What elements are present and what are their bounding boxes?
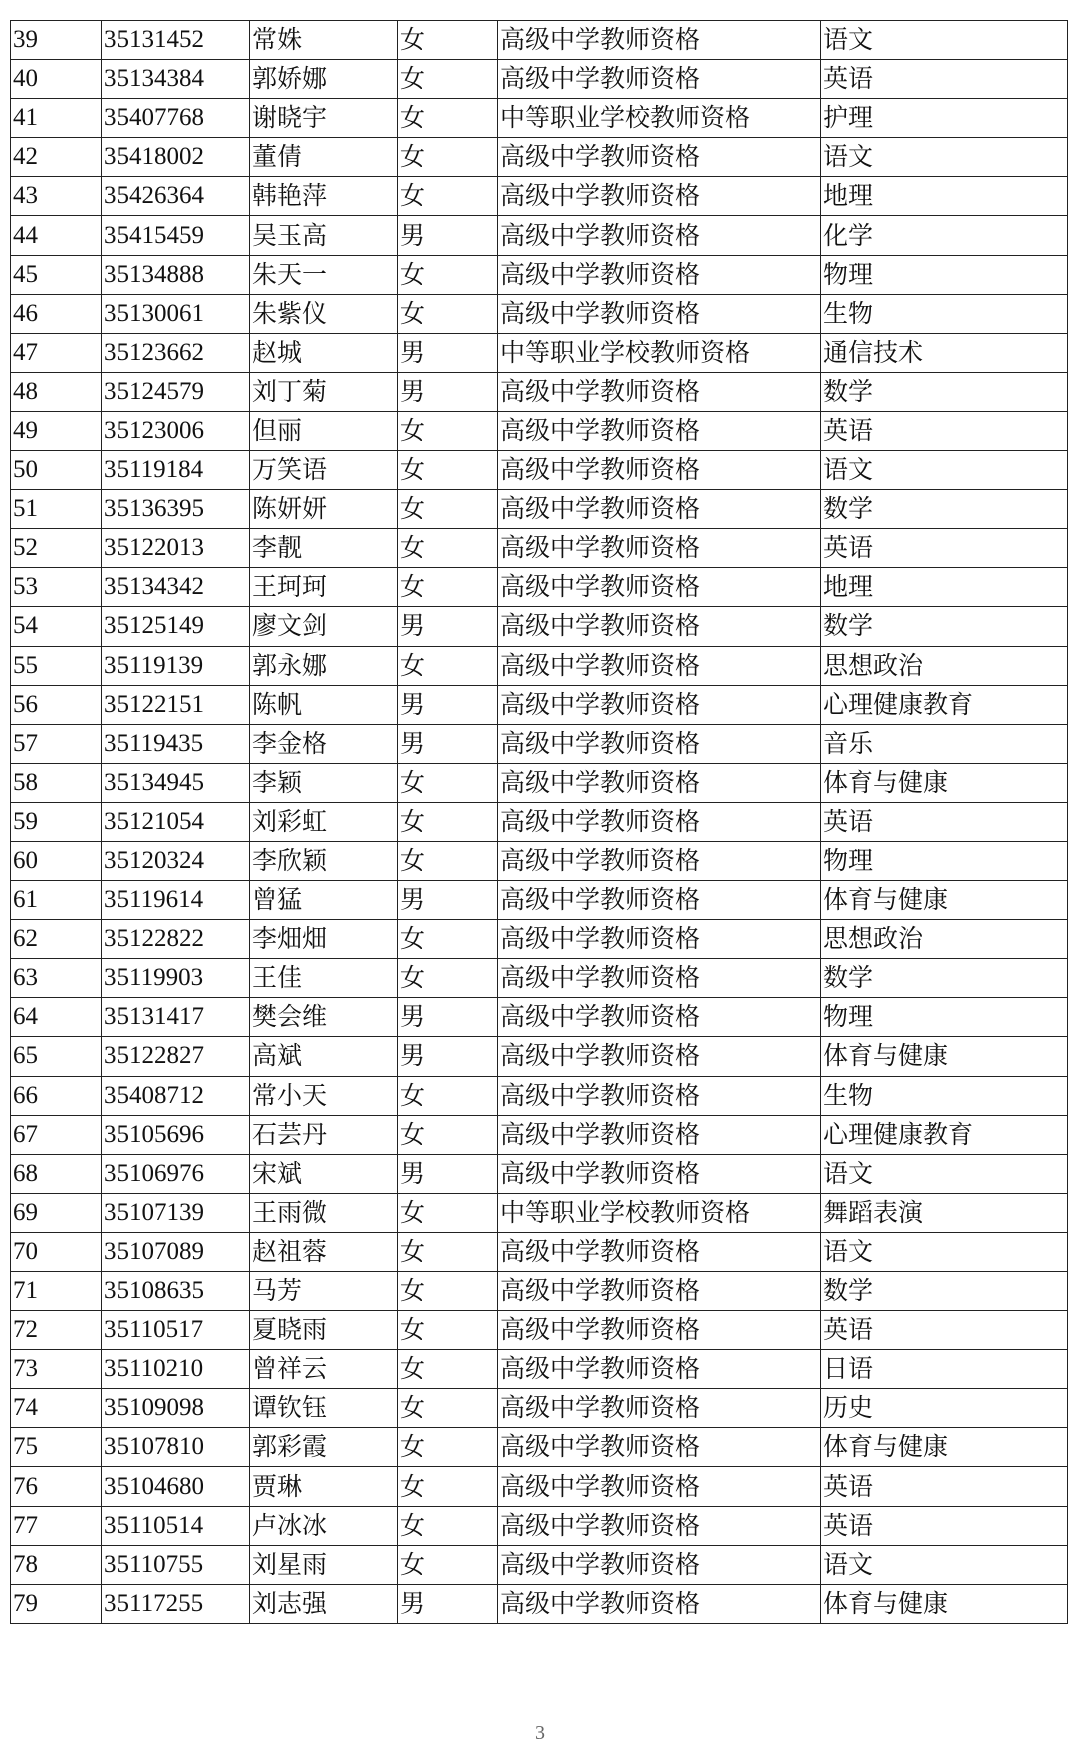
row-index-cell: 65 (11, 1037, 102, 1076)
table-row (11, 529, 1068, 568)
table-row (11, 451, 1068, 490)
gender-cell: 女 (398, 1272, 498, 1311)
subject-cell: 英语 (821, 411, 1068, 450)
gender-cell: 女 (398, 255, 498, 294)
qualification-cell: 高级中学教师资格 (498, 841, 821, 880)
row-index-cell: 67 (11, 1115, 102, 1154)
row-index-cell: 55 (11, 646, 102, 685)
gender-cell: 女 (398, 1428, 498, 1467)
table-row (11, 841, 1068, 880)
candidate-number-cell: 35418002 (102, 138, 250, 177)
subject-cell: 英语 (821, 60, 1068, 99)
qualification-cell: 高级中学教师资格 (498, 1545, 821, 1584)
qualification-cell: 高级中学教师资格 (498, 1389, 821, 1428)
row-index-cell: 63 (11, 959, 102, 998)
candidate-number-cell: 35136395 (102, 490, 250, 529)
gender-cell: 女 (398, 802, 498, 841)
subject-cell: 体育与健康 (821, 1584, 1068, 1623)
gender-cell: 女 (398, 1389, 498, 1428)
subject-cell: 地理 (821, 177, 1068, 216)
subject-cell: 语文 (821, 451, 1068, 490)
subject-cell: 数学 (821, 959, 1068, 998)
qualification-cell: 高级中学教师资格 (498, 21, 821, 60)
table-row (11, 1467, 1068, 1506)
subject-cell: 物理 (821, 255, 1068, 294)
name-cell: 朱紫仪 (250, 294, 398, 333)
name-cell: 常姝 (250, 21, 398, 60)
row-index-cell: 47 (11, 333, 102, 372)
qualification-cell: 高级中学教师资格 (498, 255, 821, 294)
candidate-number-cell: 35119184 (102, 451, 250, 490)
table-row (11, 1076, 1068, 1115)
qualification-cell: 高级中学教师资格 (498, 1311, 821, 1350)
subject-cell: 数学 (821, 490, 1068, 529)
gender-cell: 男 (398, 216, 498, 255)
name-cell: 石芸丹 (250, 1115, 398, 1154)
qualification-cell: 高级中学教师资格 (498, 60, 821, 99)
qualification-cell: 高级中学教师资格 (498, 1584, 821, 1623)
table-row (11, 411, 1068, 450)
subject-cell: 化学 (821, 216, 1068, 255)
gender-cell: 男 (398, 1154, 498, 1193)
table-row (11, 959, 1068, 998)
name-cell: 郭彩霞 (250, 1428, 398, 1467)
qualification-cell: 高级中学教师资格 (498, 1076, 821, 1115)
gender-cell: 男 (398, 607, 498, 646)
qualification-cell: 高级中学教师资格 (498, 881, 821, 920)
subject-cell: 思想政治 (821, 646, 1068, 685)
gender-cell: 男 (398, 998, 498, 1037)
name-cell: 高斌 (250, 1037, 398, 1076)
subject-cell: 英语 (821, 1467, 1068, 1506)
qualification-cell: 高级中学教师资格 (498, 959, 821, 998)
qualification-cell: 高级中学教师资格 (498, 1350, 821, 1389)
qualification-cell: 高级中学教师资格 (498, 607, 821, 646)
name-cell: 郭永娜 (250, 646, 398, 685)
table-row (11, 138, 1068, 177)
subject-cell: 英语 (821, 1506, 1068, 1545)
table-row (11, 177, 1068, 216)
name-cell: 常小天 (250, 1076, 398, 1115)
row-index-cell: 53 (11, 568, 102, 607)
gender-cell: 女 (398, 1232, 498, 1271)
candidate-number-cell: 35134342 (102, 568, 250, 607)
table-row (11, 294, 1068, 333)
name-cell: 李畑畑 (250, 920, 398, 959)
subject-cell: 护理 (821, 99, 1068, 138)
name-cell: 李颖 (250, 763, 398, 802)
table-row (11, 1545, 1068, 1584)
subject-cell: 体育与健康 (821, 1037, 1068, 1076)
candidate-number-cell: 35123006 (102, 411, 250, 450)
document-page (10, 20, 1068, 1624)
name-cell: 陈帆 (250, 685, 398, 724)
row-index-cell: 69 (11, 1193, 102, 1232)
candidate-number-cell: 35104680 (102, 1467, 250, 1506)
name-cell: 刘志强 (250, 1584, 398, 1623)
table-row (11, 607, 1068, 646)
candidate-number-cell: 35106976 (102, 1154, 250, 1193)
row-index-cell: 78 (11, 1545, 102, 1584)
row-index-cell: 42 (11, 138, 102, 177)
qualification-cell: 高级中学教师资格 (498, 451, 821, 490)
row-index-cell: 41 (11, 99, 102, 138)
name-cell: 谭钦钰 (250, 1389, 398, 1428)
roster-table (10, 20, 1068, 1624)
table-row (11, 99, 1068, 138)
gender-cell: 女 (398, 60, 498, 99)
row-index-cell: 50 (11, 451, 102, 490)
table-row (11, 1389, 1068, 1428)
subject-cell: 历史 (821, 1389, 1068, 1428)
gender-cell: 男 (398, 372, 498, 411)
table-row (11, 60, 1068, 99)
name-cell: 贾琳 (250, 1467, 398, 1506)
table-row (11, 255, 1068, 294)
subject-cell: 语文 (821, 1545, 1068, 1584)
gender-cell: 女 (398, 1467, 498, 1506)
subject-cell: 数学 (821, 1272, 1068, 1311)
table-row (11, 1428, 1068, 1467)
row-index-cell: 48 (11, 372, 102, 411)
name-cell: 曾祥云 (250, 1350, 398, 1389)
name-cell: 李欣颖 (250, 841, 398, 880)
gender-cell: 男 (398, 1037, 498, 1076)
name-cell: 卢冰冰 (250, 1506, 398, 1545)
gender-cell: 男 (398, 333, 498, 372)
name-cell: 但丽 (250, 411, 398, 450)
table-row (11, 1115, 1068, 1154)
candidate-number-cell: 35125149 (102, 607, 250, 646)
candidate-number-cell: 35108635 (102, 1272, 250, 1311)
qualification-cell: 高级中学教师资格 (498, 216, 821, 255)
subject-cell: 物理 (821, 998, 1068, 1037)
name-cell: 刘彩虹 (250, 802, 398, 841)
name-cell: 夏晓雨 (250, 1311, 398, 1350)
subject-cell: 英语 (821, 802, 1068, 841)
candidate-number-cell: 35123662 (102, 333, 250, 372)
qualification-cell: 高级中学教师资格 (498, 646, 821, 685)
table-row (11, 646, 1068, 685)
subject-cell: 物理 (821, 841, 1068, 880)
qualification-cell: 高级中学教师资格 (498, 568, 821, 607)
candidate-number-cell: 35131417 (102, 998, 250, 1037)
name-cell: 董倩 (250, 138, 398, 177)
row-index-cell: 59 (11, 802, 102, 841)
row-index-cell: 43 (11, 177, 102, 216)
name-cell: 朱天一 (250, 255, 398, 294)
candidate-number-cell: 35408712 (102, 1076, 250, 1115)
table-row (11, 568, 1068, 607)
row-index-cell: 40 (11, 60, 102, 99)
candidate-number-cell: 35120324 (102, 841, 250, 880)
subject-cell: 体育与健康 (821, 881, 1068, 920)
gender-cell: 女 (398, 1350, 498, 1389)
subject-cell: 通信技术 (821, 333, 1068, 372)
table-row (11, 333, 1068, 372)
candidate-number-cell: 35122827 (102, 1037, 250, 1076)
subject-cell: 数学 (821, 607, 1068, 646)
gender-cell: 女 (398, 411, 498, 450)
gender-cell: 女 (398, 1506, 498, 1545)
qualification-cell: 高级中学教师资格 (498, 802, 821, 841)
candidate-number-cell: 35117255 (102, 1584, 250, 1623)
qualification-cell: 高级中学教师资格 (498, 920, 821, 959)
name-cell: 赵城 (250, 333, 398, 372)
table-row (11, 763, 1068, 802)
table-row (11, 372, 1068, 411)
qualification-cell: 高级中学教师资格 (498, 372, 821, 411)
qualification-cell: 高级中学教师资格 (498, 685, 821, 724)
row-index-cell: 79 (11, 1584, 102, 1623)
row-index-cell: 68 (11, 1154, 102, 1193)
subject-cell: 体育与健康 (821, 1428, 1068, 1467)
name-cell: 李靓 (250, 529, 398, 568)
gender-cell: 男 (398, 724, 498, 763)
row-index-cell: 76 (11, 1467, 102, 1506)
row-index-cell: 46 (11, 294, 102, 333)
gender-cell: 女 (398, 529, 498, 568)
row-index-cell: 51 (11, 490, 102, 529)
row-index-cell: 64 (11, 998, 102, 1037)
candidate-number-cell: 35105696 (102, 1115, 250, 1154)
name-cell: 陈妍妍 (250, 490, 398, 529)
table-row (11, 920, 1068, 959)
name-cell: 廖文剑 (250, 607, 398, 646)
row-index-cell: 77 (11, 1506, 102, 1545)
qualification-cell: 高级中学教师资格 (498, 998, 821, 1037)
table-row (11, 1193, 1068, 1232)
candidate-number-cell: 35130061 (102, 294, 250, 333)
table-row (11, 1350, 1068, 1389)
candidate-number-cell: 35134384 (102, 60, 250, 99)
qualification-cell: 高级中学教师资格 (498, 724, 821, 763)
gender-cell: 女 (398, 646, 498, 685)
qualification-cell: 高级中学教师资格 (498, 1232, 821, 1271)
candidate-number-cell: 35119435 (102, 724, 250, 763)
gender-cell: 女 (398, 920, 498, 959)
subject-cell: 生物 (821, 1076, 1068, 1115)
subject-cell: 心理健康教育 (821, 685, 1068, 724)
candidate-number-cell: 35119614 (102, 881, 250, 920)
name-cell: 赵祖蓉 (250, 1232, 398, 1271)
table-row (11, 881, 1068, 920)
table-row (11, 802, 1068, 841)
candidate-number-cell: 35121054 (102, 802, 250, 841)
qualification-cell: 高级中学教师资格 (498, 411, 821, 450)
qualification-cell: 高级中学教师资格 (498, 1467, 821, 1506)
subject-cell: 语文 (821, 1154, 1068, 1193)
name-cell: 谢晓宇 (250, 99, 398, 138)
gender-cell: 女 (398, 959, 498, 998)
candidate-number-cell: 35122151 (102, 685, 250, 724)
subject-cell: 语文 (821, 138, 1068, 177)
row-index-cell: 74 (11, 1389, 102, 1428)
candidate-number-cell: 35407768 (102, 99, 250, 138)
table-row (11, 1154, 1068, 1193)
candidate-number-cell: 35131452 (102, 21, 250, 60)
row-index-cell: 57 (11, 724, 102, 763)
subject-cell: 生物 (821, 294, 1068, 333)
qualification-cell: 高级中学教师资格 (498, 1154, 821, 1193)
gender-cell: 女 (398, 451, 498, 490)
row-index-cell: 60 (11, 841, 102, 880)
gender-cell: 男 (398, 881, 498, 920)
qualification-cell: 高级中学教师资格 (498, 1428, 821, 1467)
row-index-cell: 61 (11, 881, 102, 920)
gender-cell: 女 (398, 568, 498, 607)
table-row (11, 1037, 1068, 1076)
row-index-cell: 54 (11, 607, 102, 646)
name-cell: 万笑语 (250, 451, 398, 490)
candidate-number-cell: 35107810 (102, 1428, 250, 1467)
subject-cell: 地理 (821, 568, 1068, 607)
table-row (11, 1311, 1068, 1350)
candidate-number-cell: 35124579 (102, 372, 250, 411)
subject-cell: 日语 (821, 1350, 1068, 1389)
subject-cell: 数学 (821, 372, 1068, 411)
candidate-number-cell: 35107139 (102, 1193, 250, 1232)
qualification-cell: 高级中学教师资格 (498, 490, 821, 529)
gender-cell: 女 (398, 138, 498, 177)
table-row (11, 1584, 1068, 1623)
qualification-cell: 高级中学教师资格 (498, 763, 821, 802)
table-row (11, 1506, 1068, 1545)
table-row (11, 21, 1068, 60)
subject-cell: 语文 (821, 21, 1068, 60)
subject-cell: 舞蹈表演 (821, 1193, 1068, 1232)
gender-cell: 女 (398, 177, 498, 216)
row-index-cell: 70 (11, 1232, 102, 1271)
row-index-cell: 58 (11, 763, 102, 802)
candidate-number-cell: 35122013 (102, 529, 250, 568)
qualification-cell: 高级中学教师资格 (498, 1506, 821, 1545)
qualification-cell: 高级中学教师资格 (498, 529, 821, 568)
subject-cell: 英语 (821, 529, 1068, 568)
gender-cell: 男 (398, 1584, 498, 1623)
name-cell: 郭娇娜 (250, 60, 398, 99)
gender-cell: 女 (398, 294, 498, 333)
subject-cell: 思想政治 (821, 920, 1068, 959)
row-index-cell: 75 (11, 1428, 102, 1467)
candidate-number-cell: 35110517 (102, 1311, 250, 1350)
gender-cell: 女 (398, 1076, 498, 1115)
candidate-number-cell: 35110755 (102, 1545, 250, 1584)
candidate-number-cell: 35415459 (102, 216, 250, 255)
table-row (11, 1232, 1068, 1271)
row-index-cell: 39 (11, 21, 102, 60)
row-index-cell: 66 (11, 1076, 102, 1115)
name-cell: 王雨微 (250, 1193, 398, 1232)
row-index-cell: 72 (11, 1311, 102, 1350)
roster-table-body (11, 21, 1068, 1624)
name-cell: 王佳 (250, 959, 398, 998)
qualification-cell: 高级中学教师资格 (498, 1115, 821, 1154)
subject-cell: 音乐 (821, 724, 1068, 763)
name-cell: 王珂珂 (250, 568, 398, 607)
candidate-number-cell: 35426364 (102, 177, 250, 216)
qualification-cell: 中等职业学校教师资格 (498, 333, 821, 372)
name-cell: 李金格 (250, 724, 398, 763)
qualification-cell: 中等职业学校教师资格 (498, 1193, 821, 1232)
gender-cell: 女 (398, 1193, 498, 1232)
qualification-cell: 高级中学教师资格 (498, 138, 821, 177)
name-cell: 韩艳萍 (250, 177, 398, 216)
row-index-cell: 56 (11, 685, 102, 724)
candidate-number-cell: 35107089 (102, 1232, 250, 1271)
qualification-cell: 高级中学教师资格 (498, 1272, 821, 1311)
candidate-number-cell: 35119139 (102, 646, 250, 685)
candidate-number-cell: 35119903 (102, 959, 250, 998)
qualification-cell: 高级中学教师资格 (498, 1037, 821, 1076)
gender-cell: 女 (398, 841, 498, 880)
page-number: 3 (535, 1722, 545, 1744)
table-row (11, 1272, 1068, 1311)
subject-cell: 心理健康教育 (821, 1115, 1068, 1154)
candidate-number-cell: 35109098 (102, 1389, 250, 1428)
gender-cell: 女 (398, 99, 498, 138)
candidate-number-cell: 35134888 (102, 255, 250, 294)
name-cell: 曾猛 (250, 881, 398, 920)
table-row (11, 998, 1068, 1037)
qualification-cell: 中等职业学校教师资格 (498, 99, 821, 138)
row-index-cell: 62 (11, 920, 102, 959)
name-cell: 刘丁菊 (250, 372, 398, 411)
candidate-number-cell: 35122822 (102, 920, 250, 959)
row-index-cell: 44 (11, 216, 102, 255)
gender-cell: 女 (398, 490, 498, 529)
subject-cell: 语文 (821, 1232, 1068, 1271)
candidate-number-cell: 35110514 (102, 1506, 250, 1545)
subject-cell: 体育与健康 (821, 763, 1068, 802)
name-cell: 吴玉高 (250, 216, 398, 255)
candidate-number-cell: 35110210 (102, 1350, 250, 1389)
gender-cell: 男 (398, 685, 498, 724)
gender-cell: 女 (398, 1545, 498, 1584)
candidate-number-cell: 35134945 (102, 763, 250, 802)
gender-cell: 女 (398, 1311, 498, 1350)
table-row (11, 724, 1068, 763)
table-row (11, 216, 1068, 255)
gender-cell: 女 (398, 21, 498, 60)
qualification-cell: 高级中学教师资格 (498, 177, 821, 216)
gender-cell: 女 (398, 1115, 498, 1154)
row-index-cell: 49 (11, 411, 102, 450)
qualification-cell: 高级中学教师资格 (498, 294, 821, 333)
name-cell: 马芳 (250, 1272, 398, 1311)
row-index-cell: 52 (11, 529, 102, 568)
table-row (11, 685, 1068, 724)
gender-cell: 女 (398, 763, 498, 802)
name-cell: 刘星雨 (250, 1545, 398, 1584)
row-index-cell: 73 (11, 1350, 102, 1389)
name-cell: 宋斌 (250, 1154, 398, 1193)
row-index-cell: 45 (11, 255, 102, 294)
row-index-cell: 71 (11, 1272, 102, 1311)
table-row (11, 490, 1068, 529)
subject-cell: 英语 (821, 1311, 1068, 1350)
name-cell: 樊会维 (250, 998, 398, 1037)
